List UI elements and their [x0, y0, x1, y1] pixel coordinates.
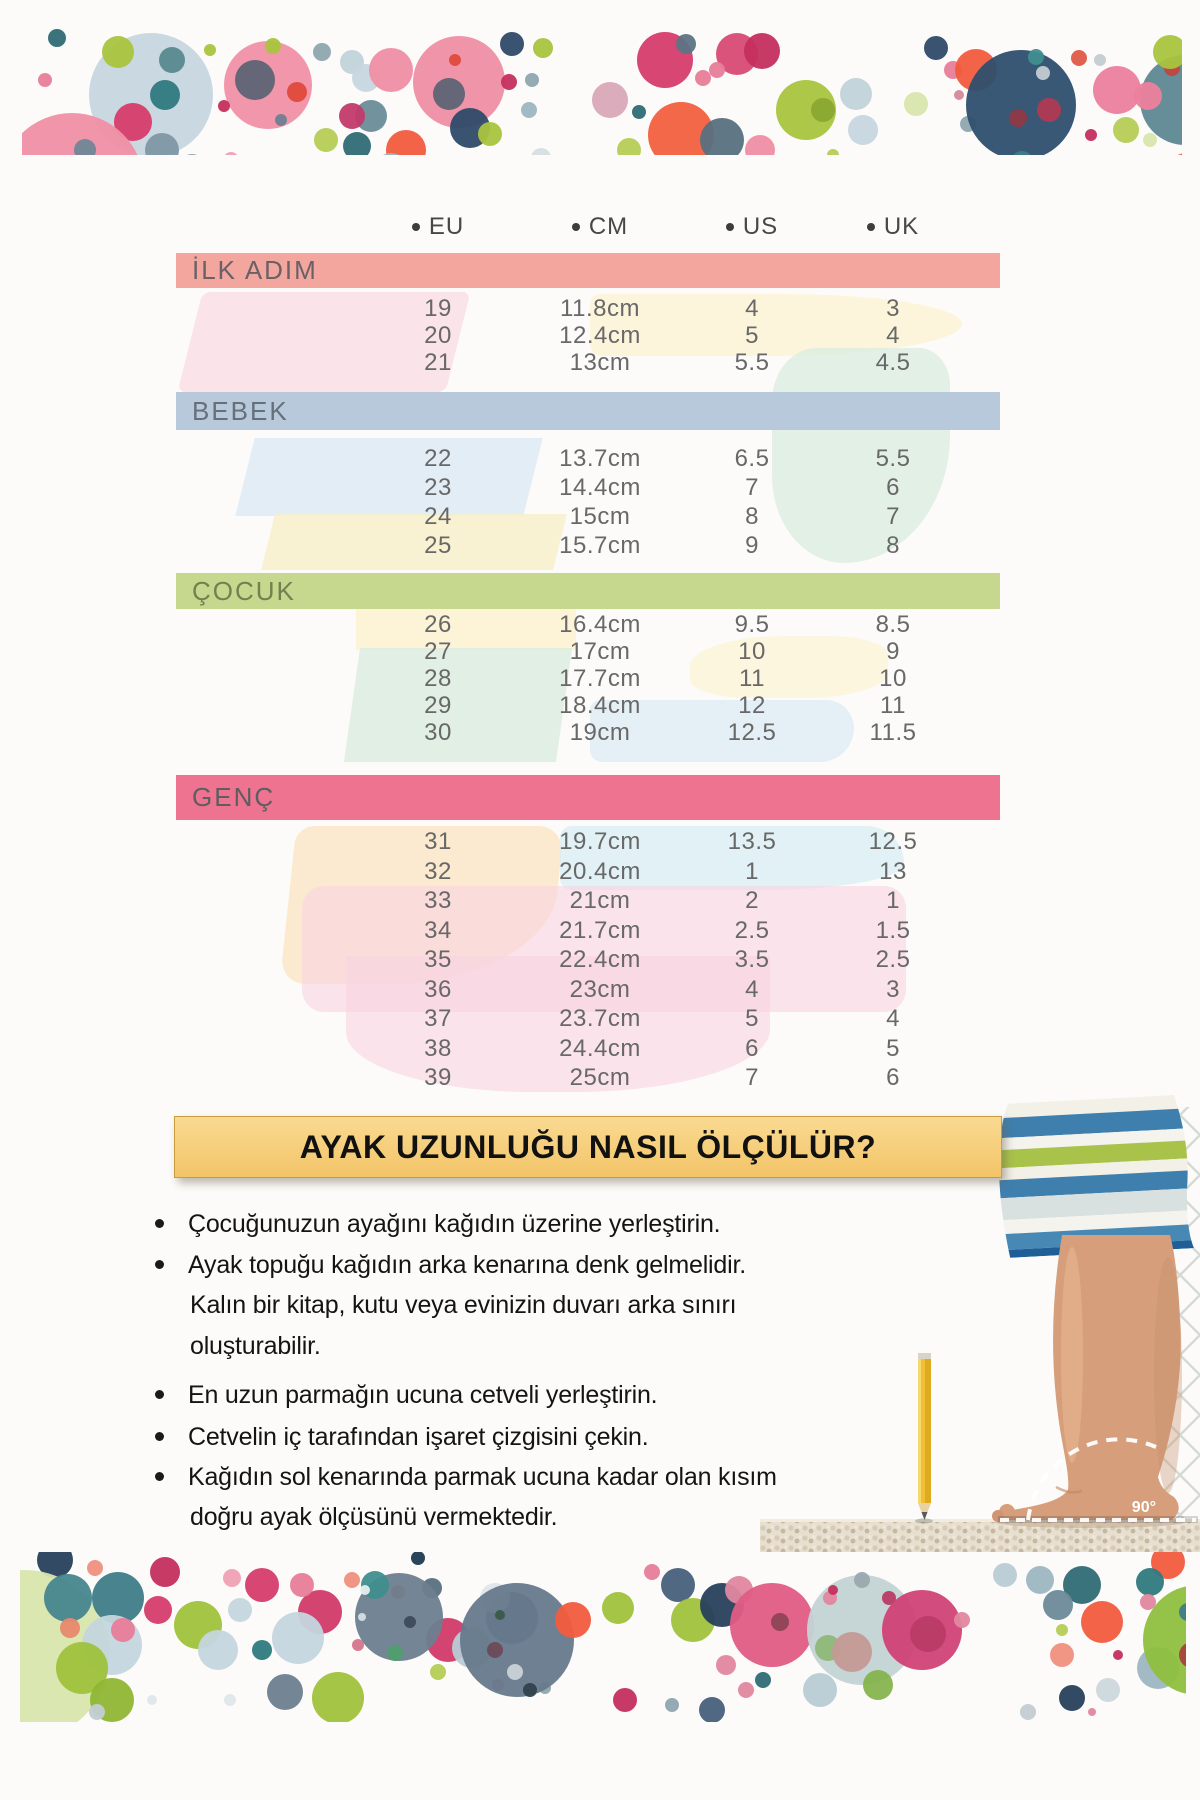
size-row [0, 719, 1200, 746]
size-cell: 28 [424, 665, 452, 692]
decorative-dot [1136, 1568, 1164, 1596]
bullet-icon [726, 223, 734, 231]
size-row [0, 611, 1200, 638]
size-cell: 13.5 [727, 828, 777, 855]
decorative-dot [144, 1596, 172, 1624]
size-cell: 24 [424, 503, 452, 530]
instruction-text: Çocuğunuzun ayağını kağıdın üzerine yerleştirin. [188, 1210, 721, 1238]
size-cell: 1 [745, 857, 759, 885]
size-cell: 29 [424, 692, 452, 719]
size-row [0, 827, 1200, 857]
decorative-dot [1056, 1624, 1068, 1636]
column-header-uk [828, 212, 958, 242]
instruction-text: Cetvelin iç tarafından işaret çizgisini çekin. [188, 1423, 649, 1451]
size-cell: 10 [879, 665, 907, 692]
size-row [0, 322, 1200, 349]
column-header-label: EU [428, 213, 465, 240]
bullet-icon [155, 1390, 164, 1399]
decorative-dot [1088, 1708, 1096, 1716]
size-cell: 13.7cm [559, 445, 641, 472]
size-cell: 35 [424, 946, 452, 973]
decorative-dot [738, 1682, 754, 1698]
decorative-dot [252, 1640, 272, 1660]
size-cell: 12.4cm [559, 322, 641, 349]
decorative-dot [352, 1639, 364, 1651]
column-header-us [687, 212, 817, 242]
decorative-dot [147, 1695, 157, 1705]
size-cell: 20.4cm [559, 857, 641, 885]
size-cell: 38 [424, 1034, 452, 1062]
decorative-dots-band-bottom [20, 1552, 1186, 1722]
decorative-dot [245, 1568, 279, 1602]
decorative-dot [954, 1612, 970, 1628]
size-row [0, 665, 1200, 692]
decorative-dot [404, 1616, 416, 1628]
size-cell: 14.4cm [559, 474, 641, 501]
decorative-dot [60, 1618, 80, 1638]
size-cell: 7 [745, 474, 759, 501]
instruction-line-continuation [155, 1332, 321, 1368]
section-label: ÇOCUK [192, 575, 296, 606]
size-cell: 11 [739, 665, 765, 692]
size-cell: 11 [880, 692, 906, 719]
decorative-dot [358, 1613, 366, 1621]
size-cell: 21.7cm [559, 916, 641, 944]
size-cell: 19cm [569, 719, 631, 746]
size-cell: 4 [745, 295, 759, 322]
decorative-dot [272, 1612, 324, 1664]
size-cell: 12.5 [868, 828, 918, 855]
size-row [0, 444, 1200, 473]
decorative-dot [312, 1672, 364, 1722]
size-cell: 20 [424, 322, 452, 349]
decorative-dot [1026, 1566, 1054, 1594]
size-cell: 22 [424, 445, 452, 472]
size-row [0, 692, 1200, 719]
size-cell: 33 [424, 887, 452, 914]
size-row [0, 886, 1200, 916]
size-cell: 1 [886, 887, 900, 914]
size-cell: 13cm [569, 349, 631, 376]
size-row [0, 295, 1200, 322]
decorative-dot [1096, 1678, 1120, 1702]
decorative-dot [228, 1598, 252, 1622]
size-cell: 3 [886, 295, 900, 322]
bullet-icon [412, 223, 420, 231]
size-cell: 17.7cm [559, 665, 641, 692]
baby-leg [992, 1235, 1185, 1528]
section-bar-3 [176, 573, 1000, 609]
size-cell: 8 [886, 532, 900, 559]
decorative-dot [1081, 1601, 1123, 1643]
bullet-icon [867, 223, 875, 231]
decorative-dot [523, 1683, 537, 1697]
size-row [0, 1004, 1200, 1034]
size-row [0, 945, 1200, 975]
decorative-dot [803, 1673, 837, 1707]
size-row [0, 857, 1200, 887]
decorative-dot [1050, 1643, 1074, 1667]
size-cell: 37 [424, 1005, 452, 1032]
decorative-dot [665, 1698, 679, 1712]
angle-label: 90° [1131, 1499, 1156, 1516]
decorative-dot [150, 1557, 180, 1587]
size-cell: 15cm [569, 503, 631, 530]
column-header-cm [510, 212, 690, 242]
decorative-dot [613, 1688, 637, 1712]
size-cell: 25 [424, 532, 452, 559]
size-cell: 5.5 [875, 445, 911, 472]
size-row [0, 638, 1200, 665]
size-cell: 25cm [569, 1064, 631, 1091]
size-cell: 3 [886, 975, 900, 1003]
size-cell: 13 [879, 857, 907, 885]
size-cell: 12 [738, 692, 766, 719]
size-cell: 6 [886, 1064, 900, 1091]
column-header-label: CM [588, 213, 629, 240]
column-header-label: US [742, 213, 779, 240]
decorative-dot [716, 1655, 736, 1675]
size-cell: 15.7cm [559, 532, 641, 559]
size-cell: 4 [745, 975, 759, 1003]
guide-title-bar [174, 1116, 1002, 1178]
size-cell: 19.7cm [559, 828, 641, 855]
size-row [0, 975, 1200, 1005]
decorative-dot [854, 1572, 870, 1588]
size-cell: 5 [886, 1034, 900, 1062]
size-cell: 6.5 [734, 445, 770, 472]
instruction-line [155, 1381, 657, 1417]
size-row [0, 1063, 1200, 1093]
bullet-icon [572, 223, 580, 231]
section-bar-2 [176, 392, 1000, 430]
instruction-text: oluşturabilir. [190, 1332, 321, 1360]
size-cell: 6 [886, 474, 900, 501]
decorative-dot [507, 1664, 523, 1680]
decorative-dot [267, 1674, 303, 1710]
size-cell: 36 [424, 975, 452, 1003]
size-cell: 18.4cm [559, 692, 641, 719]
decorative-dot [223, 1569, 241, 1587]
size-cell: 12.5 [727, 719, 777, 746]
size-cell: 1.5 [875, 916, 911, 944]
size-cell: 5.5 [734, 349, 770, 376]
decorative-dot [993, 1563, 1017, 1587]
size-cell: 3.5 [734, 946, 770, 973]
size-row [0, 531, 1200, 560]
size-cell: 39 [424, 1064, 452, 1091]
instruction-line [155, 1210, 720, 1246]
decorative-dot [863, 1670, 893, 1700]
decorative-dot [111, 1618, 135, 1642]
decorative-dot [344, 1572, 360, 1588]
size-cell: 26 [424, 611, 452, 638]
section-label: BEBEK [192, 395, 289, 426]
bullet-icon [155, 1219, 164, 1228]
size-row [0, 349, 1200, 376]
instruction-text: Kağıdın sol kenarında parmak ucuna kadar olan kısım [188, 1463, 777, 1491]
decorative-dot [495, 1610, 505, 1620]
bullet-icon [155, 1260, 164, 1269]
size-cell: 24.4cm [559, 1034, 641, 1062]
decorative-dot [44, 1574, 92, 1622]
decorative-dot [198, 1630, 238, 1670]
decorative-dot [387, 1645, 403, 1661]
size-row [0, 473, 1200, 502]
size-cell: 21cm [569, 887, 631, 914]
size-cell: 11.5 [869, 719, 917, 746]
decorative-dot [290, 1573, 314, 1597]
decorative-dot [644, 1564, 660, 1580]
size-row [0, 502, 1200, 531]
size-cell: 16.4cm [559, 611, 641, 638]
instruction-text: Kalın bir kitap, kutu veya evinizin duvarı arka sınırı [190, 1291, 737, 1319]
size-cell: 30 [424, 719, 452, 746]
size-cell: 9 [745, 532, 759, 559]
size-cell: 7 [886, 503, 900, 530]
decorative-dot [87, 1560, 103, 1576]
size-cell: 2 [745, 887, 759, 914]
size-cell: 2.5 [875, 946, 911, 973]
decorative-dot [89, 1704, 105, 1720]
column-header-eu [374, 212, 502, 242]
decorative-dot [487, 1642, 503, 1658]
decorative-dot [771, 1613, 789, 1631]
size-row [0, 916, 1200, 946]
decorative-dot [1043, 1590, 1073, 1620]
decorative-dot [555, 1602, 591, 1638]
size-cell: 32 [424, 857, 452, 885]
size-cell: 2.5 [734, 916, 770, 944]
table-column-headers [0, 212, 1200, 242]
section-bar-4 [176, 775, 1000, 820]
instruction-text: En uzun parmağın ucuna cetveli yerleştirin. [188, 1381, 658, 1409]
size-cell: 8.5 [875, 611, 911, 638]
size-cell: 22.4cm [559, 946, 641, 973]
size-cell: 23.7cm [559, 1005, 641, 1032]
section-label: İLK ADIM [192, 255, 318, 285]
decorative-dot [224, 1694, 236, 1706]
size-cell: 9.5 [734, 611, 770, 638]
decorative-dot [430, 1664, 446, 1680]
size-cell: 4 [886, 1005, 900, 1032]
instruction-text: Ayak topuğu kağıdın arka kenarına denk gelmelidir. [188, 1251, 746, 1279]
size-cell: 34 [424, 916, 452, 944]
size-cell: 19 [424, 295, 452, 322]
size-cell: 4 [886, 322, 900, 349]
size-cell: 4.5 [875, 349, 911, 376]
section-bar-1 [176, 253, 1000, 288]
pencil [915, 1353, 933, 1524]
size-cell: 31 [424, 828, 452, 855]
size-cell: 23 [424, 474, 452, 501]
size-cell: 6 [745, 1034, 759, 1062]
decorative-dot [411, 1552, 425, 1565]
decorative-dot [1113, 1650, 1123, 1660]
column-header-label: UK [883, 213, 920, 240]
size-cell: 7 [745, 1064, 759, 1091]
bullet-icon [155, 1432, 164, 1441]
size-row [0, 1034, 1200, 1064]
decorative-dot [360, 1585, 370, 1595]
section-label: GENÇ [192, 782, 276, 812]
instruction-line-continuation [155, 1291, 736, 1327]
size-cell: 21 [424, 349, 452, 376]
decorative-dot [661, 1568, 695, 1602]
decorative-dot [460, 1583, 574, 1697]
decorative-dot [699, 1697, 725, 1722]
guide-title-text: AYAK UZUNLUĞU NASIL ÖLÇÜLÜR? [299, 1128, 877, 1165]
instruction-line-continuation [155, 1503, 557, 1539]
decorative-dot [755, 1672, 771, 1688]
size-cell: 17cm [569, 638, 631, 665]
decorative-dot [832, 1632, 872, 1672]
size-cell: 5 [745, 1005, 759, 1032]
size-cell: 27 [424, 638, 452, 665]
bullet-icon [155, 1472, 164, 1481]
decorative-dot [828, 1585, 838, 1595]
size-cell: 8 [745, 503, 759, 530]
decorative-dot [1059, 1685, 1085, 1711]
decorative-dot [910, 1616, 946, 1652]
instruction-line [155, 1463, 777, 1499]
instruction-line [155, 1423, 648, 1459]
decorative-dot [1020, 1704, 1036, 1720]
size-cell: 11.8cm [560, 295, 640, 322]
size-cell: 10 [738, 638, 766, 665]
size-cell: 5 [745, 322, 759, 349]
instruction-line [155, 1251, 746, 1287]
instruction-text: doğru ayak ölçüsünü vermektedir. [190, 1503, 558, 1531]
size-cell: 23cm [569, 975, 631, 1003]
size-cell: 9 [886, 638, 900, 665]
decorative-dot [602, 1592, 634, 1624]
